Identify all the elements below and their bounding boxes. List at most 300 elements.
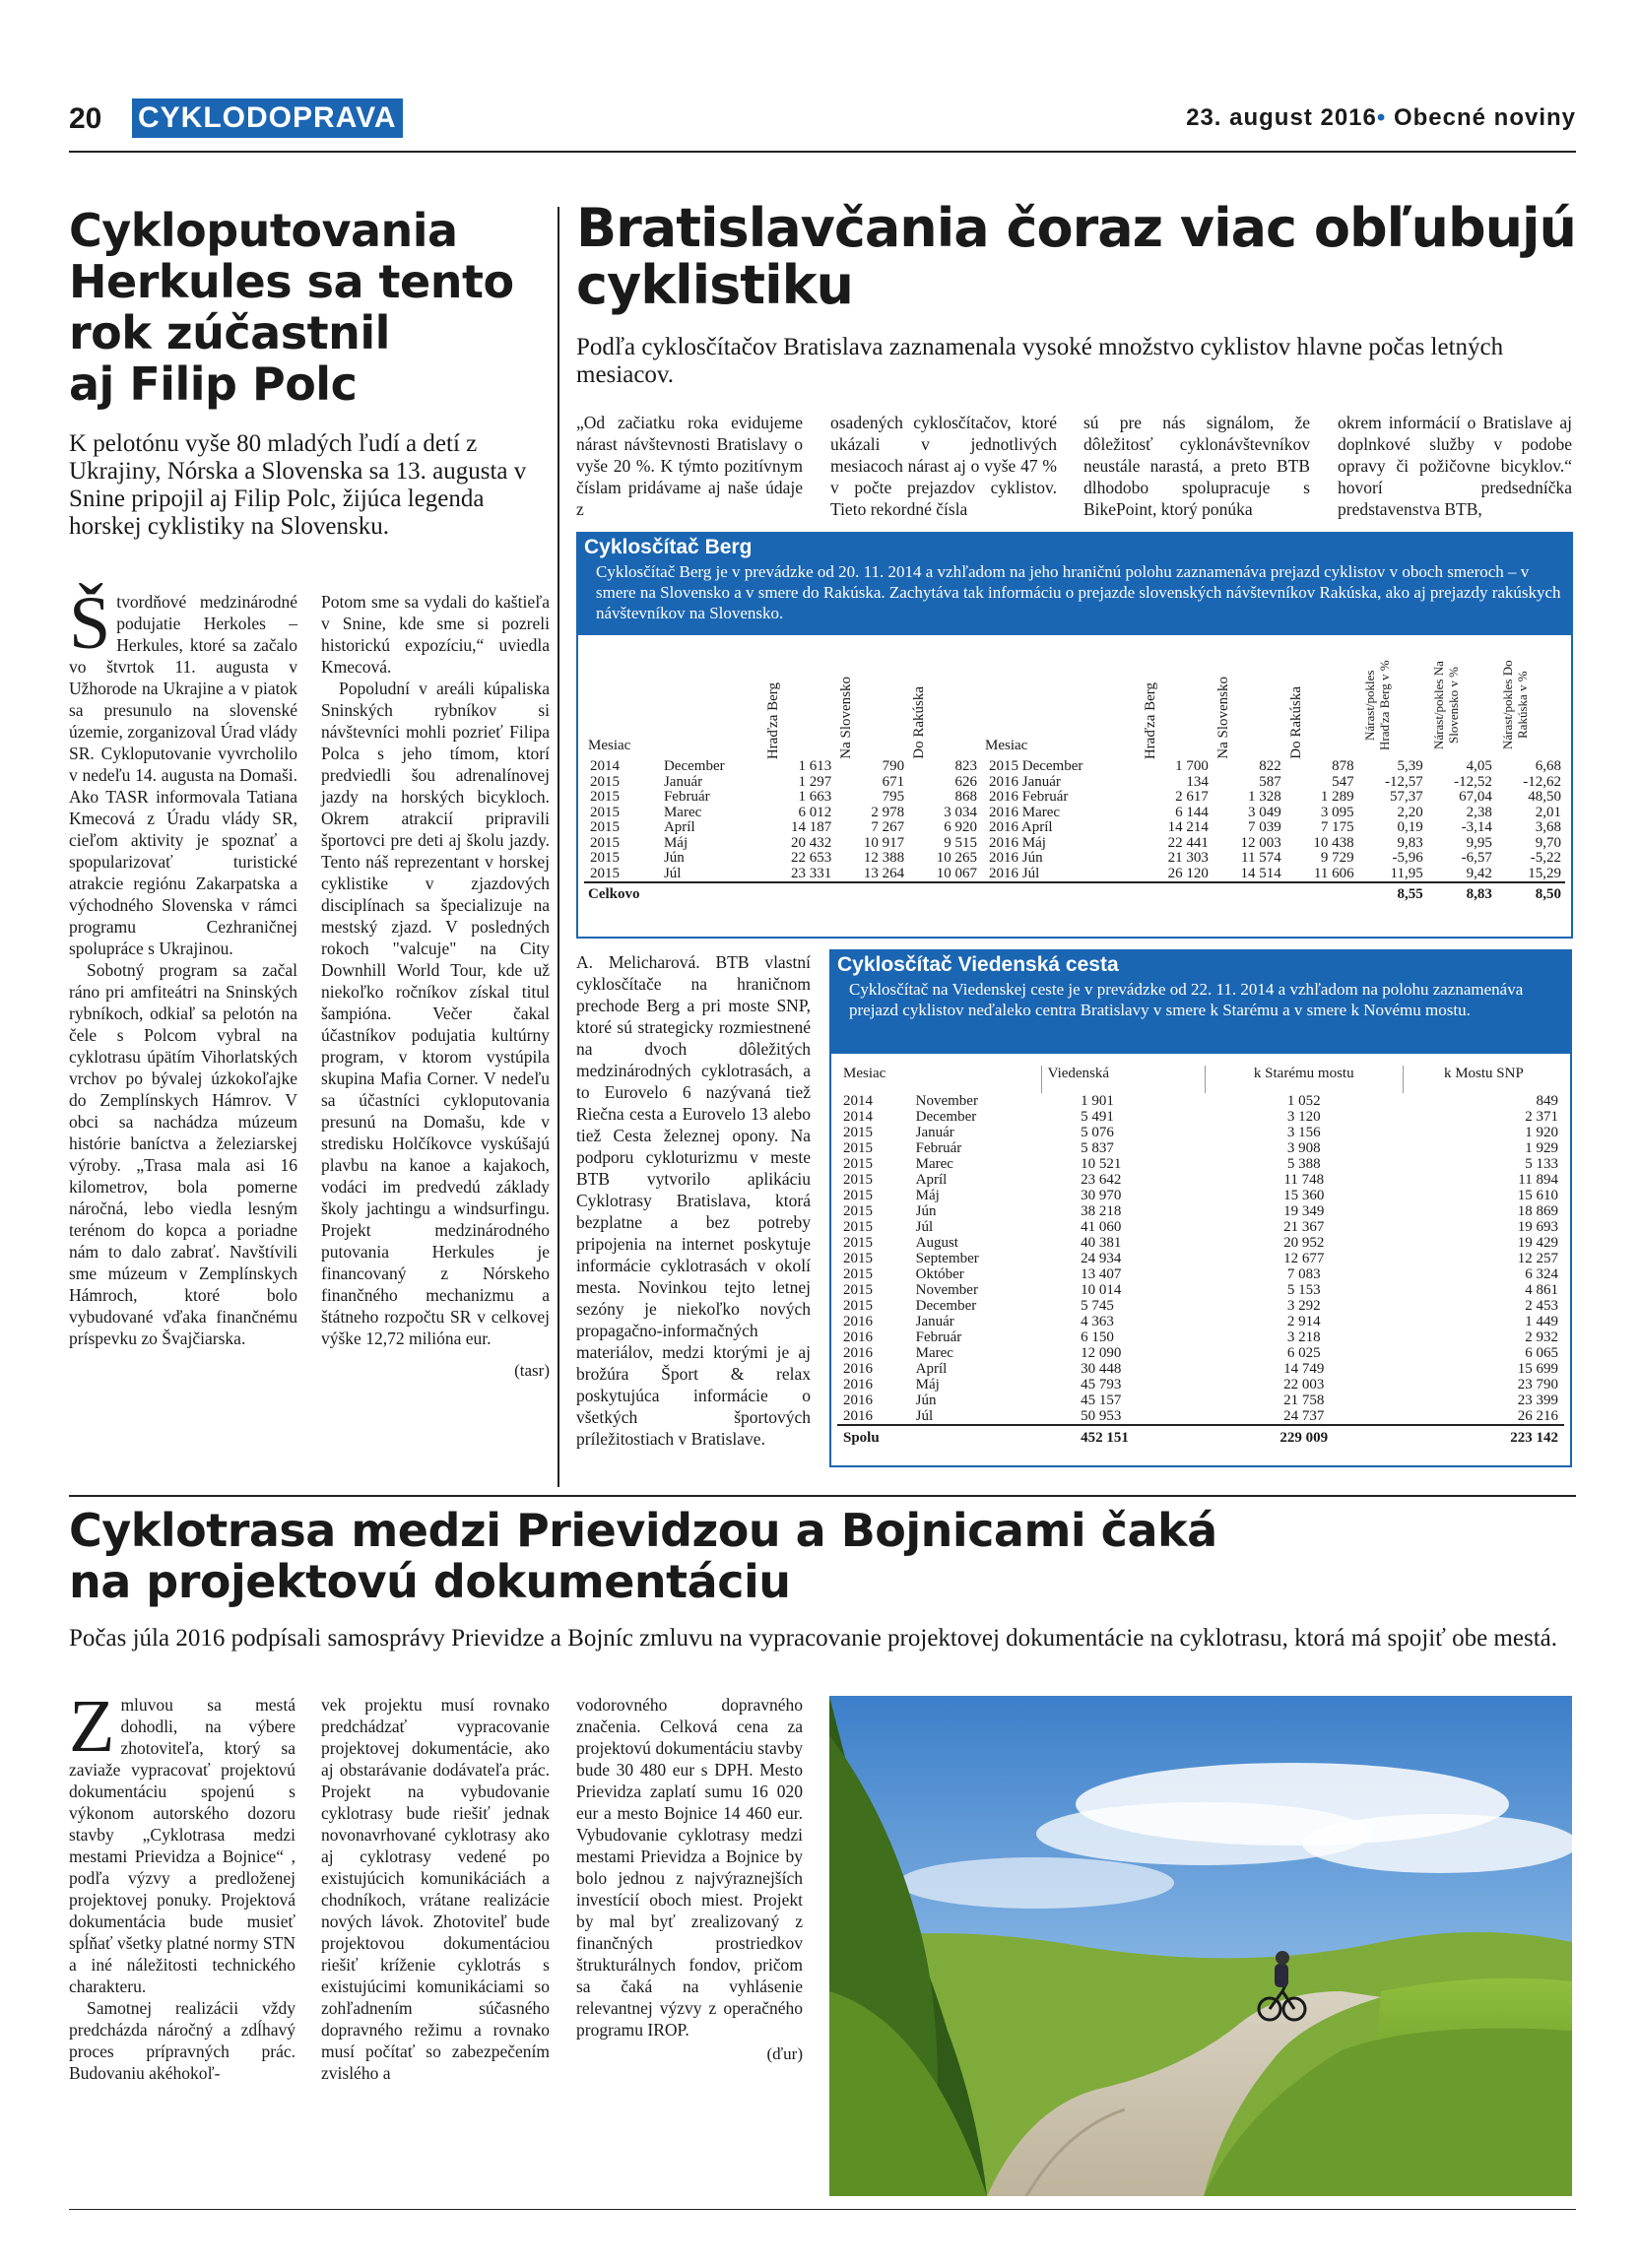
berg-cell: 6 920 (944, 819, 977, 835)
berg-cell: Máj (663, 834, 689, 851)
viedenska-cell: 24 934 (1081, 1251, 1122, 1266)
viedenska-cell: 15 699 (1517, 1361, 1558, 1377)
berg-cell: 2016 Máj (988, 834, 1046, 851)
viedenska-header: k Mostu SNP (1403, 1066, 1564, 1093)
viedenska-cell: 45 793 (1081, 1377, 1122, 1393)
berg-cell: 790 (882, 758, 905, 774)
viedenska-table-row (837, 1329, 1564, 1345)
berg-header: Hraďza Berg (1143, 681, 1159, 759)
berg-cell: -5,22 (1530, 850, 1561, 866)
viedenska-cell: Marec (915, 1345, 953, 1361)
viedenska-cell: 10 521 (1081, 1156, 1122, 1172)
berg-cell: 14 214 (1167, 819, 1209, 835)
article1-paragraph: Potom sme sa vydali do kaštieľa v Snine, kde sme si pozreli historickú expozíciu,“ uviedla Kmecová. (321, 592, 550, 677)
berg-total: 8,55 (1358, 882, 1427, 906)
viedenska-table-row (837, 1093, 1564, 1109)
berg-cell: 6 012 (798, 804, 832, 820)
article1-col1 (69, 582, 297, 1349)
viedenska-total-label: Spolu (837, 1425, 1041, 1449)
berg-description: Cyklosčítač Berg je v prevádzke od 20. 11. 2014 a vzhľadom na jeho hraničnú polohu zaznamenáva prejazd cyklistov v oboch smeroch – v smere na Slovensko a v smere do Rakúska. Zachytáva tak informáciu o prejazde slovenských návštevníkov Rakúska, ako aj prejazdy rakúskych návštevníkov na Slovensko. (596, 562, 1561, 622)
viedenska-table-row (837, 1377, 1564, 1393)
article3-col2 (321, 1694, 550, 2084)
viedenska-table-row (837, 1298, 1564, 1314)
viedenska-cell: 2015 (843, 1172, 873, 1188)
berg-cell: 10 067 (936, 865, 977, 881)
berg-infobox (576, 532, 1573, 633)
viedenska-table-row (837, 1203, 1564, 1219)
berg-header-mesiac: Mesiac (588, 737, 631, 753)
viedenska-cell: 23 790 (1517, 1377, 1558, 1393)
viedenska-cell: 2016 (843, 1393, 873, 1408)
berg-cell: 7 039 (1248, 819, 1281, 835)
berg-cell: 57,37 (1389, 789, 1423, 805)
berg-cell: 671 (882, 773, 905, 790)
berg-cell: 9,83 (1397, 834, 1423, 851)
issue-date: 23. august 2016 (1186, 104, 1377, 131)
berg-cell: 11 574 (1241, 850, 1281, 866)
berg-cell: 10 438 (1313, 834, 1354, 851)
berg-cell: 23 331 (791, 865, 832, 881)
berg-total: 8,50 (1496, 882, 1565, 906)
viedenska-cell: 2015 (843, 1298, 873, 1314)
article3-paragraph: mluvou sa mestá dohodli, na výbere zhotoviteľa, ktorý sa zaviaže vypracovať projektovú dokumentáciu spojenú s výkonom autorského dozoru stavby „Cyklotrasa medzi mestami Prievidza a Bojnice“ , podľa výzvy a predloženej projektovej ponuky. Projektová dokumentácia bude musieť spĺňať všetky platné normy STN a iné náležitosti technického charakteru. (69, 1695, 295, 1996)
viedenska-cell: 23 642 (1081, 1172, 1122, 1188)
berg-table (576, 633, 1573, 939)
footer-rule (69, 2209, 1576, 2210)
publication-name: Obecné noviny (1393, 104, 1576, 131)
viedenska-table (829, 1052, 1572, 1467)
header-rule (69, 151, 1576, 153)
berg-cell: 2016 Júl (988, 865, 1040, 881)
berg-cell: 9,95 (1466, 834, 1492, 851)
viedenska-table-row (837, 1408, 1564, 1425)
viedenska-cell: 2015 (843, 1125, 873, 1140)
viedenska-cell: Apríl (915, 1172, 948, 1188)
section-label: CYKLODOPRAVA (132, 98, 403, 138)
berg-cell: 2015 December (988, 758, 1083, 774)
article2-paragraph: sú pre nás signálom, že dôležitosť cyklonávštevníkov neustále narastá, a preto BTB dlhodobo spolupracuje s BikePoint, ktorý ponúka (1083, 413, 1310, 519)
berg-cell: 2016 Február (988, 789, 1069, 805)
article1-title-line: Herkules sa tento (69, 255, 514, 308)
berg-cell: 823 (954, 758, 977, 774)
berg-cell: Marec (663, 804, 702, 820)
viedenska-cell: 19 349 (1283, 1203, 1325, 1219)
berg-cell: Júl (663, 865, 682, 881)
viedenska-cell: Január (915, 1314, 954, 1329)
berg-table-row (584, 851, 1565, 867)
viedenska-cell: 2 371 (1525, 1109, 1558, 1125)
column-rule (558, 207, 559, 1487)
viedenska-table-row (837, 1188, 1564, 1203)
viedenska-cell: 19 693 (1517, 1219, 1558, 1235)
viedenska-cell: 7 083 (1286, 1266, 1321, 1282)
viedenska-cell: 23 399 (1517, 1393, 1558, 1408)
berg-cell: 13 264 (863, 865, 905, 881)
berg-cell: -3,14 (1461, 819, 1492, 835)
berg-cell: 2 617 (1175, 789, 1209, 805)
berg-total-label: Celkovo (584, 882, 762, 906)
viedenska-cell: 11 894 (1518, 1172, 1558, 1188)
berg-cell: Jún (663, 850, 685, 866)
berg-cell: 134 (1186, 773, 1209, 790)
berg-cell: 2,01 (1535, 804, 1561, 820)
article3-paragraph: Samotnej realizácii vždy predcházda náročný a zdĺhavý proces prípravných prác. Budovaniu akéhokoľ- (69, 1998, 295, 2083)
viedenska-cell: 12 257 (1517, 1251, 1558, 1266)
berg-cell: 0,19 (1397, 819, 1423, 835)
viedenska-cell: 2 914 (1286, 1314, 1321, 1329)
berg-header-mesiac: Mesiac (984, 737, 1028, 753)
viedenska-cell: 15 610 (1517, 1188, 1558, 1203)
viedenska-cell: 2015 (843, 1188, 873, 1203)
viedenska-cell: 2015 (843, 1140, 873, 1156)
viedenska-cell: Október (915, 1266, 964, 1282)
viedenska-cell: 2016 (843, 1377, 873, 1393)
article2-col3 (1083, 412, 1310, 522)
berg-cell: 547 (1332, 773, 1354, 790)
viedenska-table-row (837, 1109, 1564, 1125)
viedenska-cell: Máj (915, 1188, 940, 1203)
viedenska-cell: 15 360 (1283, 1188, 1325, 1203)
berg-cell: -12,52 (1454, 773, 1492, 790)
berg-cell: 795 (882, 789, 905, 805)
berg-cell: 2 978 (871, 804, 905, 820)
viedenska-cell: 6 324 (1525, 1266, 1558, 1282)
berg-cell: 12 003 (1240, 834, 1281, 851)
article2-bottom-col (576, 951, 811, 1450)
viedenska-cell: 2016 (843, 1361, 873, 1377)
berg-cell: 878 (1332, 758, 1354, 774)
berg-cell: 14 187 (791, 819, 832, 835)
viedenska-table-row (837, 1156, 1564, 1172)
berg-cell: 48,50 (1528, 789, 1561, 805)
berg-cell: 2015 (590, 850, 620, 866)
viedenska-table-row (837, 1235, 1564, 1251)
berg-cell: -5,96 (1392, 850, 1423, 866)
viedenska-cell: Február (915, 1329, 962, 1345)
article1-paragraph: tvordňové medzinárodné podujatie Herkoles – Herkules, ktoré sa začalo vo štvrtok 11. augusta v Užhorode na Ukrajine a v piatok sa presunulo na slovenské územie, zorganizoval Úrad vlády SR. Cykloputovanie vyvrcholilo v nedeľu 14. augusta na Domaši. Ako TASR informovala Tatiana Kmecová z Úradu vlády SR, cieľom aktivity je spoznať a spopularizovať turistické atrakcie regiónu Zakarpatska a východného Slovenska v rámci programu Cezhraničnej spolupráce s Ukrajinou. (69, 592, 297, 958)
berg-cell: 1 328 (1248, 789, 1281, 805)
viedenska-cell: Júl (915, 1408, 934, 1424)
berg-cell: 2015 (590, 789, 620, 805)
article2-paragraph: „Od začiatku roka evidujeme nárast návštevnosti Bratislavy o vyše 20 %. K týmto pozitívnym číslam pridávame aj naše údaje z (576, 413, 803, 519)
viedenska-cell: 12 677 (1283, 1251, 1325, 1266)
viedenska-cell: 2016 (843, 1408, 873, 1424)
berg-cell: 1 663 (798, 789, 832, 805)
viedenska-table-row (837, 1361, 1564, 1377)
berg-cell: 822 (1259, 758, 1281, 774)
berg-cell: 2015 (590, 865, 620, 881)
berg-cell: 11 606 (1313, 865, 1354, 881)
viedenska-cell: 5 388 (1286, 1156, 1321, 1172)
viedenska-cell: 2014 (843, 1109, 873, 1125)
berg-cell: 1 700 (1175, 758, 1209, 774)
berg-cell: 2015 (590, 804, 620, 820)
article3-paragraph: vek projektu musí rovnako predchádzať vypracovanie projektovej dokumentácie, ako aj obstarávanie dodávateľa prác. Projekt na vybudovanie cyklotrasy bude riešiť jednak novonavrhované cyklotrasy ako aj cyklotrasy vedené po existujúcich komunikáciách a chodníkoch, vrátane realizácie nových lávok. Zhotoviteľ bude projektovou dokumentáciou riešiť kríženie cyklotrás s existujúcimi komunikáciami so zohľadnením súčasného dopravného režimu a rovnako musí počítať so zabezpečením zvislého a (321, 1695, 550, 2083)
berg-header: Hraďza Berg (765, 681, 782, 759)
berg-header: Na Slovensko (838, 677, 855, 759)
berg-cell: 6 144 (1175, 804, 1209, 820)
viedenska-cell: 12 090 (1081, 1345, 1122, 1361)
berg-table-row (584, 775, 1565, 791)
viedenska-cell: 2 932 (1525, 1329, 1558, 1345)
berg-cell: 14 514 (1240, 865, 1281, 881)
berg-cell: 10 917 (863, 834, 905, 851)
berg-cell: 1 289 (1320, 789, 1354, 805)
viedenska-header: k Starému mostu (1205, 1066, 1403, 1093)
berg-cell: 20 432 (791, 834, 832, 851)
section-rule (69, 1495, 1576, 1497)
viedenska-cell: September (915, 1251, 979, 1266)
viedenska-infobox (829, 949, 1572, 1052)
article3-col1 (69, 1685, 295, 2084)
viedenska-title: Cyklosčítač Viedenská cesta (837, 953, 1119, 976)
viedenska-cell: Máj (915, 1377, 940, 1393)
viedenska-header: Mesiac (843, 1066, 886, 1081)
article2-col1 (576, 412, 803, 522)
viedenska-cell: 2016 (843, 1345, 873, 1361)
viedenska-cell: 11 748 (1283, 1172, 1325, 1188)
viedenska-cell: 2015 (843, 1235, 873, 1251)
berg-cell: 2016 Apríl (988, 819, 1053, 835)
berg-cell: -6,57 (1461, 850, 1492, 866)
viedenska-cell: 6 025 (1286, 1345, 1321, 1361)
viedenska-cell: 40 381 (1081, 1235, 1122, 1251)
viedenska-total: 452 151 (1041, 1425, 1205, 1449)
viedenska-table-row (837, 1251, 1564, 1266)
viedenska-cell: December (915, 1109, 977, 1125)
viedenska-cell: 2015 (843, 1203, 873, 1219)
viedenska-cell: 41 060 (1081, 1219, 1122, 1235)
berg-cell: 67,04 (1459, 789, 1492, 805)
berg-cell: 10 265 (936, 850, 977, 866)
page-header (69, 98, 1576, 150)
berg-cell: 2015 (590, 773, 620, 790)
berg-cell: 3 095 (1320, 804, 1354, 820)
viedenska-cell: Apríl (915, 1361, 948, 1377)
berg-cell: 1 613 (798, 758, 832, 774)
berg-cell: 626 (954, 773, 977, 790)
cyclist-photo (829, 1696, 1572, 2196)
article3-title (69, 1505, 1566, 1607)
viedenska-cell: 50 953 (1081, 1408, 1122, 1424)
berg-header: Na Slovensko (1214, 677, 1231, 759)
article2-lead: Podľa cyklosčítačov Bratislava zaznamenala vysoké množstvo cyklistov hlavne počas letných mesiacov. (576, 334, 1504, 388)
viedenska-table-row (837, 1345, 1564, 1361)
article1-title-line: Cykloputovania (69, 204, 458, 257)
viedenska-cell: 10 014 (1081, 1282, 1122, 1298)
berg-cell: 1 297 (798, 773, 832, 790)
viedenska-cell: 21 367 (1283, 1219, 1325, 1235)
viedenska-cell: 2015 (843, 1156, 873, 1172)
article2-paragraph: osadených cyklosčítačov, ktoré ukázali v jednotlivých mesiacoch nárast aj o vyše 47 % v počte prejazdov cyklistov. Tieto rekordné čísla (830, 413, 1057, 519)
viedenska-cell: 45 157 (1081, 1393, 1122, 1408)
viedenska-cell: 3 218 (1286, 1329, 1321, 1345)
viedenska-cell: 5 133 (1525, 1156, 1558, 1172)
viedenska-table-row (837, 1393, 1564, 1408)
viedenska-cell: 5 153 (1286, 1282, 1321, 1298)
berg-table-row (584, 806, 1565, 821)
viedenska-table-row (837, 1140, 1564, 1156)
article3-title-line: Cyklotrasa medzi Prievidzou a Bojnicami čaká (69, 1504, 1217, 1557)
berg-cell: 9 729 (1320, 850, 1354, 866)
viedenska-cell: 3 292 (1286, 1298, 1321, 1314)
berg-header: Nárast/pokles Do Rakúska v % (1499, 660, 1530, 750)
viedenska-cell: 2015 (843, 1251, 873, 1266)
viedenska-total: 223 142 (1403, 1425, 1564, 1449)
berg-cell: 6,68 (1535, 758, 1561, 774)
page-number: 20 (69, 102, 102, 135)
viedenska-cell: Marec (915, 1156, 953, 1172)
viedenska-cell: Jún (915, 1393, 937, 1408)
article1-lead: K pelotónu vyše 80 mladých ľudí a detí z Ukrajiny, Nórska a Slovenska sa 13. augusta v Snine pripojil aj Filip Polc, žijúca legenda horskej cyklistiky na Slovensku. (69, 430, 527, 540)
article1-title-line: aj Filip Polc (69, 357, 358, 411)
berg-cell: 2015 (590, 819, 620, 835)
viedenska-cell: Jún (915, 1203, 937, 1219)
berg-table-row (584, 790, 1565, 806)
berg-cell: 587 (1259, 773, 1281, 790)
viedenska-cell: 2014 (843, 1093, 873, 1109)
berg-cell: -12,62 (1523, 773, 1561, 790)
berg-cell: December (663, 758, 725, 774)
berg-cell: 22 653 (791, 850, 832, 866)
viedenska-table-row (837, 1266, 1564, 1282)
berg-cell: 11,95 (1390, 865, 1423, 881)
berg-title: Cyklosčítač Berg (584, 536, 753, 558)
article3-paragraph: vodorovného dopravného značenia. Celková cena za projektovú dokumentáciu stavby bude 30 480 eur s DPH. Mesto Prievidza zaplatí sumu 16 020 eur a mesto Bojnice 14 460 eur. Vybudovanie cyklotrasy medzi mestami Prievidza a Bojnice by bolo jednou z najvýraznejších investícií oboch miest. Projekt by mal byť zrealizovaný z finančných prostriedkov štrukturálnych fondov, pričom sa čaká na vyhlásenie relevantnej výzvy z operačného programu IROP. (576, 1695, 803, 2040)
article2-paragraph: okrem informácií o Bratislave aj doplnkové služby v podobe opravy či požičovne bicyklov.“ hovorí predsedníčka predstavenstva BTB, (1338, 413, 1572, 519)
article2-title-line: Bratislavčania čoraz viac obľubujú (576, 197, 1576, 259)
viedenska-cell: 1 920 (1525, 1125, 1558, 1140)
bullet-dot: • (1376, 104, 1387, 131)
berg-cell: 3 034 (944, 804, 977, 820)
viedenska-cell: 1 929 (1525, 1140, 1558, 1156)
viedenska-cell: November (915, 1282, 978, 1298)
berg-table-row (584, 820, 1565, 836)
berg-header: Do Rakúska (911, 686, 928, 759)
viedenska-cell: 38 218 (1081, 1203, 1122, 1219)
berg-total: 8,83 (1427, 882, 1496, 906)
viedenska-cell: 1 449 (1525, 1314, 1558, 1329)
viedenska-cell: 14 749 (1283, 1361, 1325, 1377)
viedenska-cell: Júl (915, 1219, 934, 1235)
article1-col2 (321, 591, 550, 1381)
article2-paragraph: A. Melicharová. BTB vlastní cyklosčítače na hraničnom prechode Berg a pri moste SNP, ktoré sú strategicky rozmiestnené na dvoch dôležitých medzinárodných cyklotrasách, a to Eurovelo 6 nazývaná tiež Riečna cesta a Eurovelo 13 alebo tiež Cesta železnej opony. Na podporu cykloturizmu v meste BTB vytvorilo aplikáciu Cyklotrasy Bratislava, ktorá bezplatne a bez potreby pripojenia na internet poskytuje informácie cyklotrasách v okolí mesta. Novinkou tejto letnej sezóny je niekoľko nových propagačno-informačných materiálov, medzi ktorými je aj brožúra Šport & relax poskytujúca informácie o všetkých športových príležitostiach v Bratislave. (576, 952, 811, 1449)
viedenska-cell: 4 363 (1081, 1314, 1114, 1329)
viedenska-table-row (837, 1172, 1564, 1188)
berg-cell: 2016 Marec (988, 804, 1061, 820)
viedenska-cell: 18 869 (1517, 1203, 1558, 1219)
article1-title-line: rok zúčastnil (69, 306, 390, 359)
berg-cell: 868 (954, 789, 977, 805)
viedenska-cell: 5 076 (1081, 1125, 1114, 1140)
article1-paragraph: Sobotný program sa začal ráno pri amfiteátri na Sninských rybníkoch, odkiaľ sa pelotón na čele s Polcom vybral na cyklotrasu úpätím Vihorlatských vrchov po bývalej úzkokoľajke do Zemplínskych Hámrov. V obci sa nachádza múzeum histórie baníctva a železiarskej výroby. „Trasa mala asi 16 kilometrov, bola pomerne náročná, lebo viedla lesným terénom do kopca a poriadne nám to dalo zabrať. Navštívili sme múzeum v Zemplínskych Hámroch, ktoré bolo vybudované vďaka finančnému príspevku zo Švajčiarska. (69, 960, 297, 1348)
viedenska-cell: 2 453 (1525, 1298, 1558, 1314)
viedenska-table-row (837, 1125, 1564, 1140)
berg-table-row (584, 759, 1565, 775)
article3-col3 (576, 1694, 803, 2064)
viedenska-cell: 849 (1536, 1093, 1558, 1109)
article2-title (576, 197, 1581, 316)
viedenska-cell: 6 150 (1081, 1329, 1114, 1345)
berg-cell: 22 441 (1167, 834, 1209, 851)
viedenska-table-row (837, 1219, 1564, 1235)
viedenska-cell: 5 745 (1081, 1298, 1114, 1314)
viedenska-cell: 5 837 (1081, 1140, 1114, 1156)
viedenska-cell: 3 156 (1286, 1125, 1321, 1140)
viedenska-cell: Február (915, 1140, 962, 1156)
viedenska-cell: 26 216 (1517, 1408, 1558, 1424)
article2-title-line: cyklistiku (576, 254, 853, 316)
berg-header: Nárast/pokles Na Slovensko v % (1430, 661, 1461, 749)
viedenska-cell: December (915, 1298, 977, 1314)
viedenska-cell: 2016 (843, 1329, 873, 1345)
article3-byline: (ďur) (766, 2044, 803, 2063)
article1-paragraph: Popoludní v areáli kúpaliska Sninských rybníkov si návštevníci mohli pozrieť Filipa Polca s jeho tímom, ktorí predviedli šou adrenalínovej jazdy na horských bicykloch. Okrem atrakcií pripravili športovci pre deti aj školu jazdy. Tento náš reprezentant v horskej cyklistike v zjazdových disciplínach sa špecializuje na mestský zjazd. V posledných rokoch "valcuje" na City Downhill World Tour, kde už niekoľko ročníkov získal titul šampióna. Večer čakal účastníkov podujatia kultúrny program, v ktorom vystúpila skupina Mafia Corner. V nedeľu sa účastníci cykloputovania presunú na Domašu, kde v stredisku Holčíkovce vyskúšajú plavbu na kanoe a kajakoch, vodáci im predvedú základy školy jachtingu a windsurfingu. Projekt medzinárodného putovania Herkules je financovaný z Nórskeho finančného mechanizmu a štátneho rozpočtu SR v celkovej výške 12,72 milióna eur. (321, 679, 550, 1348)
berg-header: Nárast/pokles Hraďza Berg v % (1361, 660, 1392, 750)
viedenska-cell: 2015 (843, 1219, 873, 1235)
viedenska-cell: 3 908 (1286, 1140, 1321, 1156)
berg-cell: 2016 Január (988, 773, 1061, 790)
berg-cell: Február (663, 789, 710, 805)
viedenska-cell: 19 429 (1517, 1235, 1558, 1251)
viedenska-cell: 30 448 (1081, 1361, 1122, 1377)
viedenska-cell: 3 120 (1286, 1109, 1321, 1125)
berg-cell: 4,05 (1466, 758, 1492, 774)
viedenska-cell: November (915, 1093, 978, 1109)
berg-cell: 2014 (590, 758, 620, 774)
berg-cell: 7 175 (1320, 819, 1354, 835)
berg-cell: 3,68 (1535, 819, 1561, 835)
berg-cell: 7 267 (871, 819, 905, 835)
viedenska-cell: 1 901 (1081, 1093, 1114, 1109)
berg-cell: 9,70 (1535, 834, 1561, 851)
viedenska-cell: 30 970 (1081, 1188, 1122, 1203)
viedenska-cell: 2016 (843, 1314, 873, 1329)
article2-col2 (830, 412, 1057, 522)
viedenska-cell: 24 737 (1283, 1408, 1325, 1424)
berg-cell: 9 515 (944, 834, 977, 851)
berg-cell: 2,38 (1466, 804, 1492, 820)
viedenska-cell: 1 052 (1286, 1093, 1321, 1109)
article3-title-line: na projektovú dokumentáciu (69, 1555, 791, 1608)
viedenska-table-row (837, 1282, 1564, 1298)
viedenska-cell: 5 491 (1081, 1109, 1114, 1125)
viedenska-cell: 20 952 (1283, 1235, 1325, 1251)
viedenska-cell: 21 758 (1283, 1393, 1325, 1408)
berg-cell: 3 049 (1248, 804, 1281, 820)
article1-title (69, 205, 561, 410)
viedenska-description: Cyklosčítač na Viedenskej ceste je v prevádzke od 22. 11. 2014 a vzhľadom na polohu zaznamenáva prejazd cyklistov neďaleko centra Bratislavy v smere k Starému a v smere k Novému mostu. (849, 980, 1524, 1019)
berg-table-row (584, 867, 1565, 883)
viedenska-cell: Január (915, 1125, 954, 1140)
viedenska-cell: 2015 (843, 1266, 873, 1282)
viedenska-cell: 13 407 (1081, 1266, 1122, 1282)
viedenska-total: 229 009 (1205, 1425, 1403, 1449)
berg-header: Do Rakúska (1287, 686, 1304, 759)
viedenska-table-row (837, 1314, 1564, 1329)
article1-byline: (tasr) (514, 1361, 550, 1380)
berg-cell: 2015 (590, 834, 620, 851)
viedenska-cell: 2015 (843, 1282, 873, 1298)
dateline (1186, 104, 1576, 132)
berg-cell: 9,42 (1466, 865, 1492, 881)
berg-cell: Január (663, 773, 703, 790)
article2-col4 (1338, 412, 1572, 522)
berg-cell: 12 388 (863, 850, 905, 866)
viedenska-cell: August (915, 1235, 958, 1251)
berg-cell: 21 303 (1167, 850, 1209, 866)
viedenska-cell: 4 861 (1525, 1282, 1558, 1298)
